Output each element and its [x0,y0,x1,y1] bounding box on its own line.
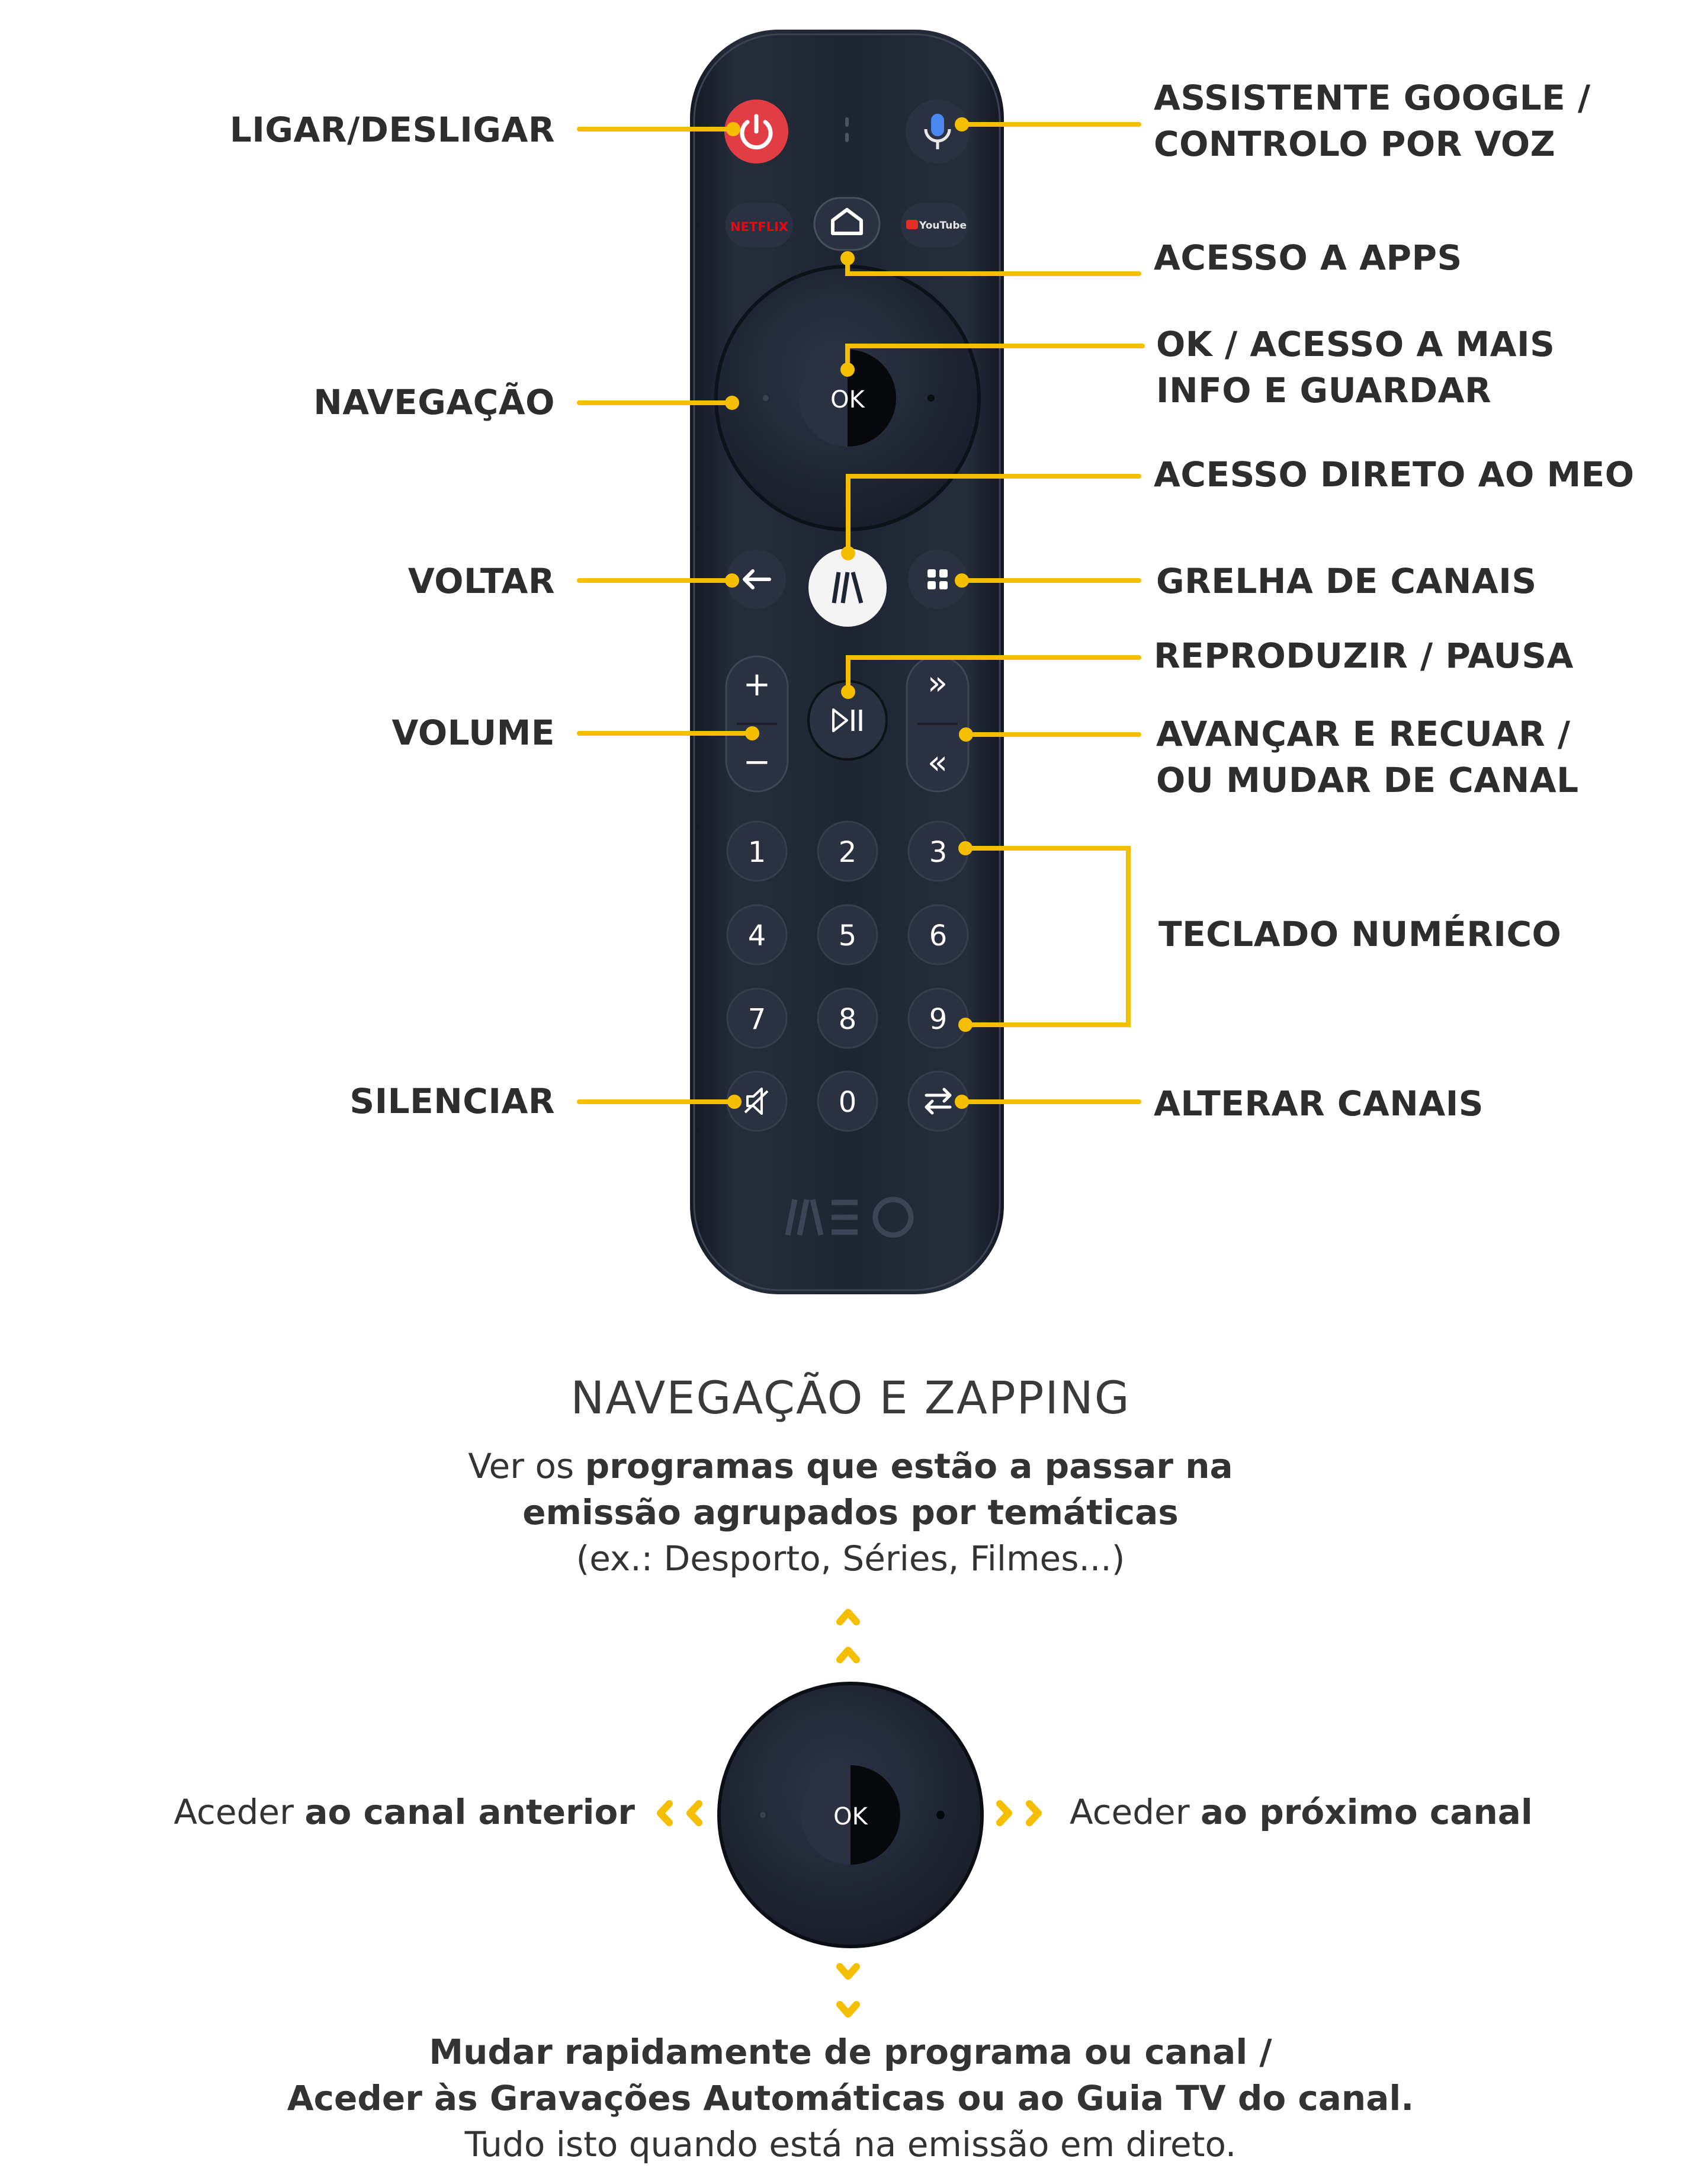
label-navigation: NAVEGAÇÃO [313,382,555,422]
svg-text:6: 6 [929,919,948,953]
right-text: Aceder [1070,1792,1201,1832]
label-ok-line2: INFO E GUARDAR [1156,370,1492,410]
svg-text:9: 9 [929,1003,948,1036]
up-text-1: Ver os [468,1446,585,1486]
label-volume: VOLUME [391,713,555,753]
label-ff-rw [1156,711,1579,803]
section-title: NAVEGAÇÃO E ZAPPING [570,1371,1131,1424]
svg-text:8: 8 [838,1003,857,1036]
volume-plus-label: + [743,665,771,704]
key-3[interactable] [909,822,968,881]
label-mute: SILENCIAR [349,1081,555,1121]
fast-forward-label: » [927,664,948,703]
label-back: VOLTAR [407,561,555,601]
key-6[interactable] [909,905,968,964]
up-text-1-bold: programas que estão a passar na [585,1446,1233,1486]
label-ok [1156,321,1555,413]
label-power: LIGAR/DESLIGAR [229,110,555,150]
svg-text:1: 1 [747,836,766,869]
label-channel-grid: GRELHA DE CANAIS [1156,561,1537,601]
key-1[interactable] [727,822,787,881]
chevron-up-icon [840,1612,856,1660]
key-5[interactable] [818,905,877,964]
label-apps: ACESSO A APPS [1154,238,1462,278]
svg-text:0: 0 [838,1086,857,1119]
label-meo-access: ACESSO DIRETO AO MEO [1154,454,1635,495]
up-text-3: (ex.: Desporto, Séries, Filmes...) [576,1538,1125,1579]
svg-text:5: 5 [838,919,857,953]
svg-text:4: 4 [747,919,766,953]
mic-button[interactable] [906,100,970,163]
label-ff-rw-line1: AVANÇAR E RECUAR / [1156,714,1571,754]
youtube-button[interactable] [901,203,968,248]
key-2[interactable] [818,822,877,881]
dpad-illustration [719,1683,982,1946]
label-ok-line1: OK / ACESSO A MAIS [1156,324,1555,364]
label-assistant [1154,75,1591,167]
chevron-down-icon [840,1967,856,2014]
label-ff-rw-line2: OU MUDAR DE CANAL [1156,760,1579,800]
label-assistant-line1: ASSISTENTE GOOGLE / [1154,78,1591,118]
down-text-2-bold: Aceder às Gravações Automáticas ou ao Guia TV do canal. [287,2078,1414,2118]
ff-rw-rocker[interactable] [907,656,968,791]
home-button[interactable] [814,198,880,250]
youtube-label: YouTube [919,220,967,232]
up-text-2-bold: emissão agrupados por temáticas [522,1492,1179,1532]
svg-text:2: 2 [838,836,857,869]
netflix-button[interactable] [726,203,793,248]
key-7[interactable] [727,989,787,1048]
down-text-1-bold: Mudar rapidamente de programa ou canal / [429,2032,1272,2072]
chevron-right-icon [1000,1804,1038,1823]
chevron-left-icon [660,1804,699,1823]
key-4[interactable] [727,905,787,964]
key-8[interactable] [818,989,877,1048]
key-0[interactable] [818,1072,877,1131]
right-text-bold: ao próximo canal [1201,1792,1533,1832]
svg-text:3: 3 [929,836,948,869]
volume-rocker[interactable] [726,656,788,791]
right-description [1070,1789,1533,1835]
ok-label-small: OK [833,1803,868,1830]
left-text: Aceder [174,1792,305,1832]
up-description [0,1443,1701,1582]
down-text-3: Tudo isto quando está na emissão em direto. [464,2124,1237,2164]
svg-text:7: 7 [747,1003,766,1036]
rewind-label: « [927,743,948,782]
ok-label: OK [830,386,865,413]
label-numpad: TECLADO NUMÉRICO [1158,914,1562,954]
netflix-label: NETFLIX [730,220,788,234]
left-text-bold: ao canal anterior [304,1792,635,1832]
label-assistant-line2: CONTROLO POR VOZ [1154,124,1556,164]
left-description [174,1789,635,1835]
label-play-pause: REPRODUZIR / PAUSA [1154,636,1574,676]
label-swap: ALTERAR CANAIS [1154,1083,1484,1124]
down-description [0,2029,1701,2167]
volume-minus-label: − [743,743,771,781]
key-9[interactable] [909,989,968,1048]
